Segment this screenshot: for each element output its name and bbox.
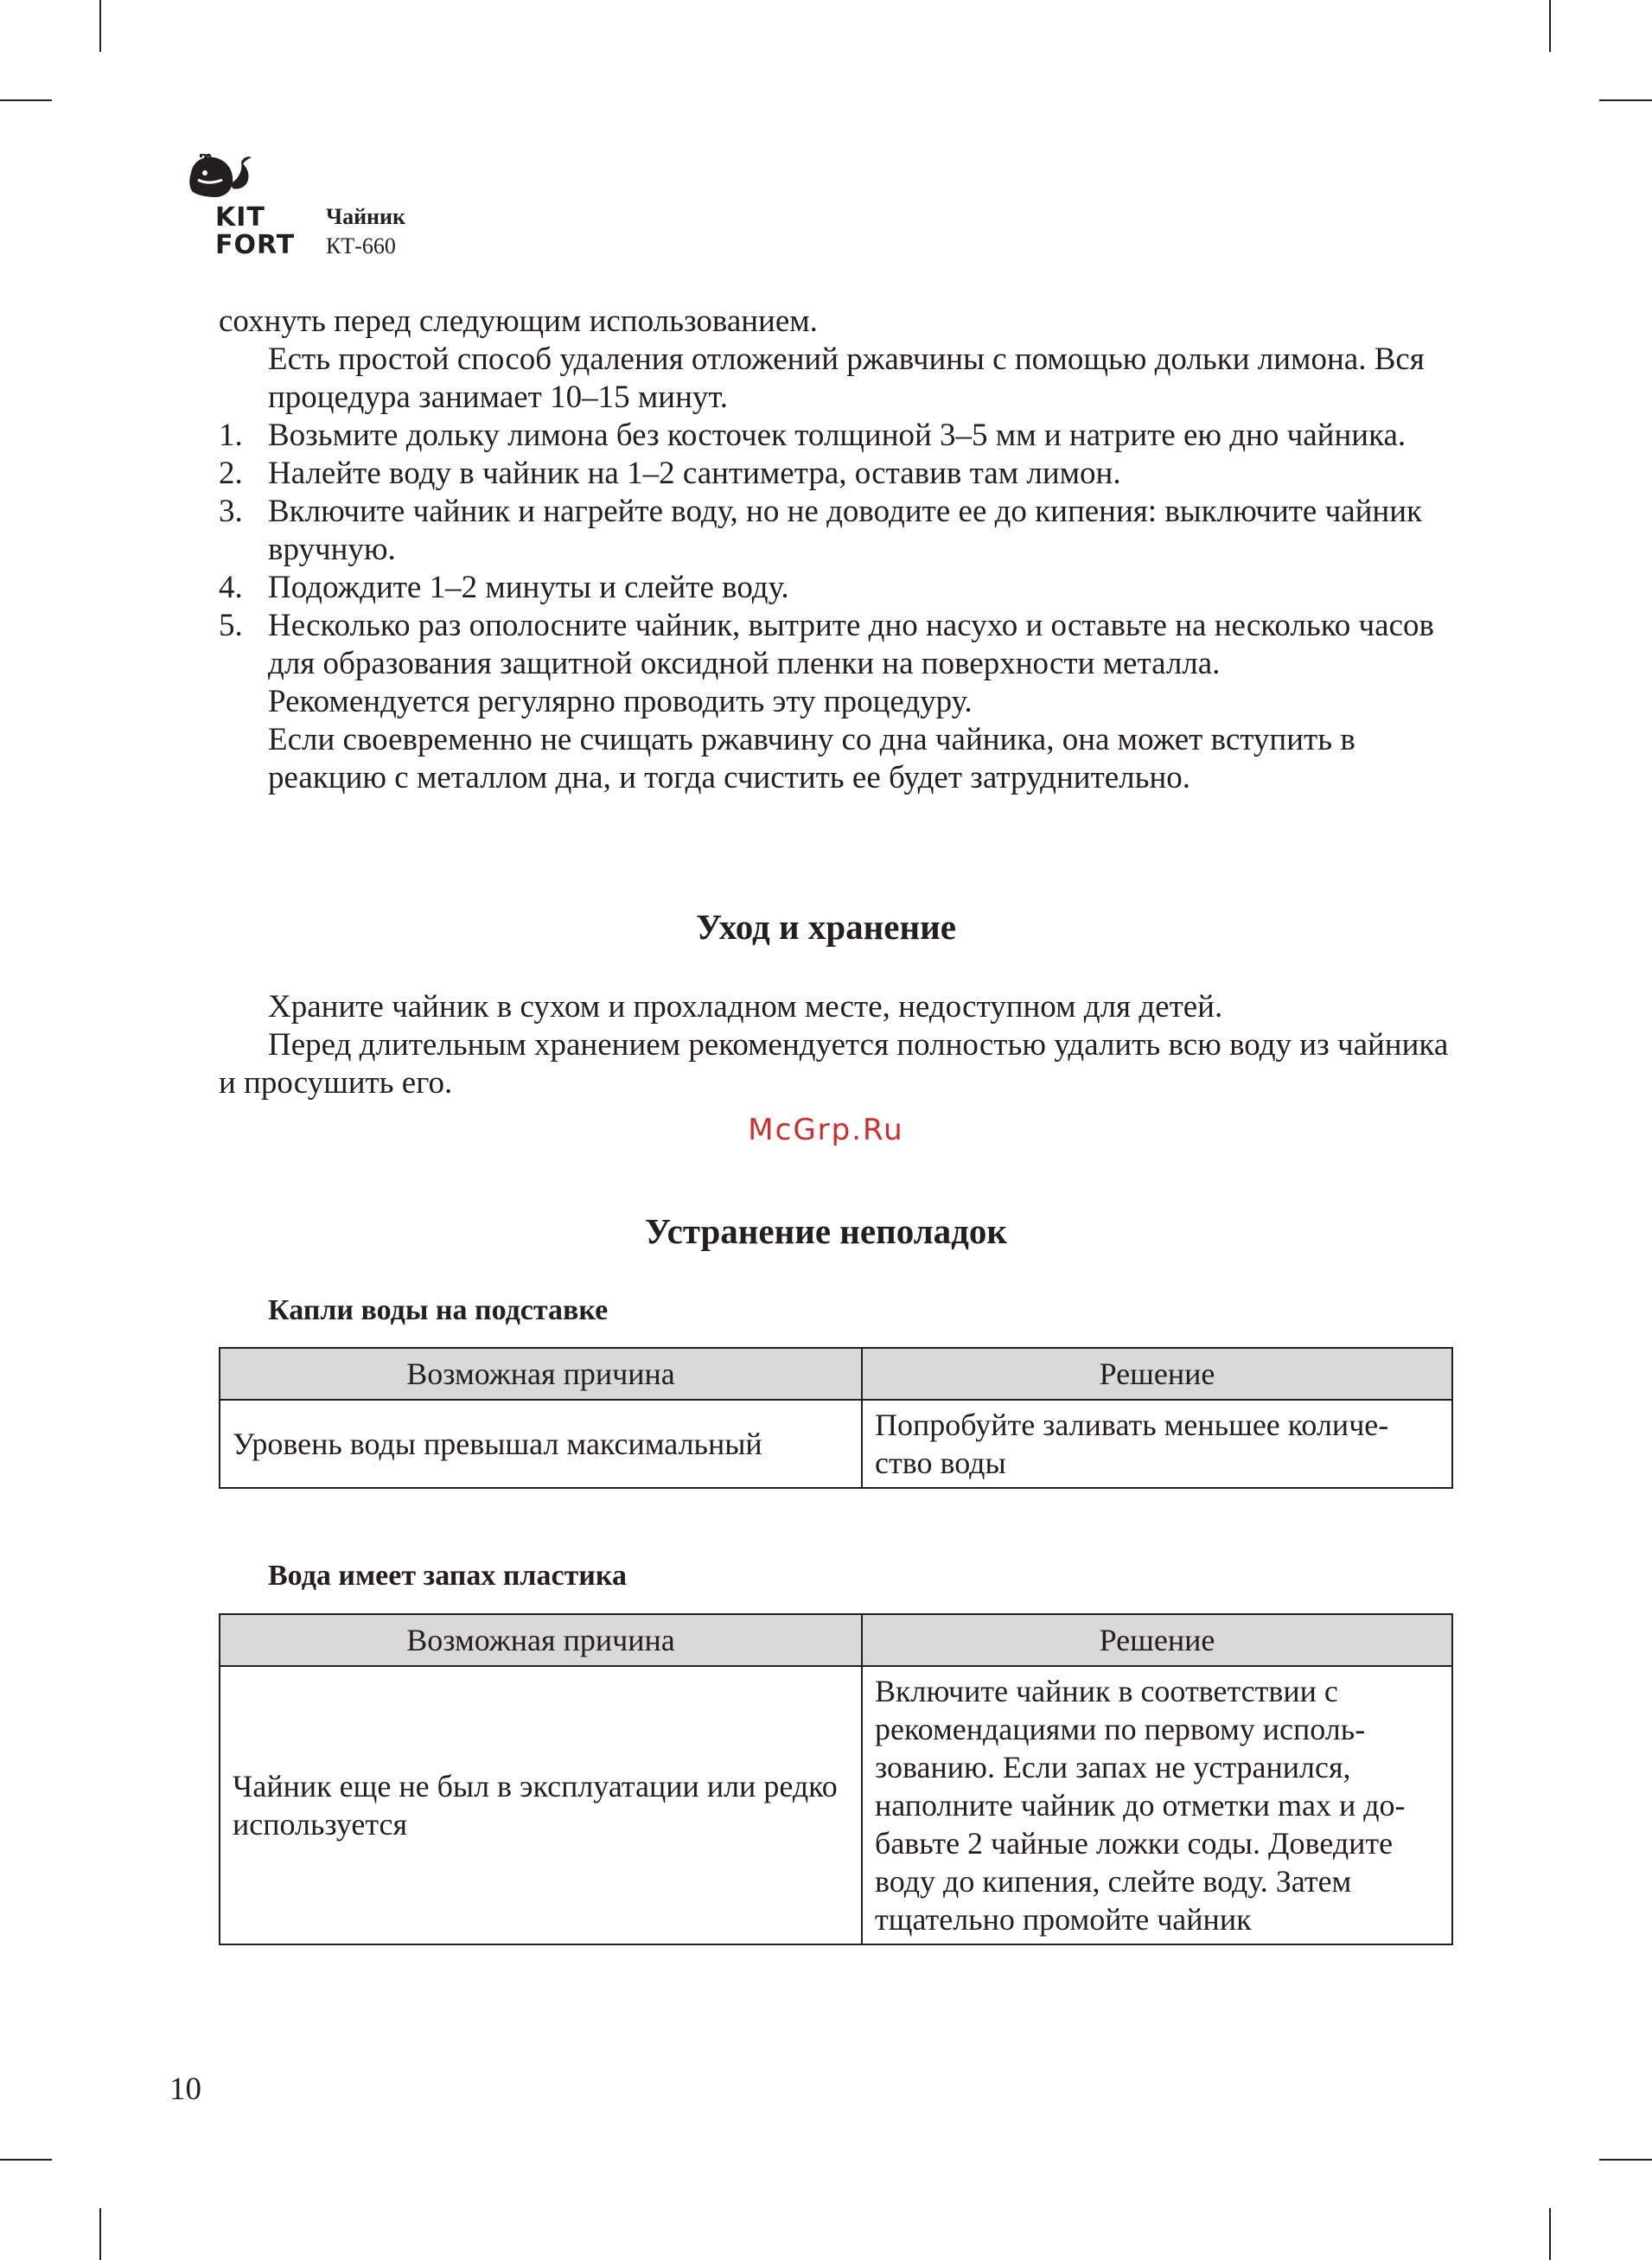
crop-mark (1549, 0, 1551, 52)
troubleshooting-table (219, 1613, 1453, 1945)
kitfort-logo (186, 154, 296, 260)
table-row (220, 1666, 1452, 1944)
col-header-cause: Возможная причина (220, 1348, 862, 1400)
crop-mark (1599, 2159, 1652, 2161)
page-number: 10 (169, 2072, 201, 2107)
crop-mark (0, 99, 52, 101)
crop-mark (1549, 2208, 1551, 2260)
solution-cell: Включите чайник в соответствии с рекомендациями по первому исполь-зованию. Если запах не устранился, наполните чайник до отметки max и до-бавьте 2 чайные ложки соды. Доведите воду до кипения, слейте воду. Затем тщательно промойте чайник (862, 1666, 1452, 1944)
rust-removal-text (219, 303, 1455, 797)
crop-mark (1599, 99, 1652, 101)
steps-list (219, 417, 1455, 683)
section-title-troubleshooting: Устранение неполадок (644, 1211, 1008, 1251)
crop-mark (0, 2159, 52, 2161)
paragraph: Есть простой способ удаления отложений ржавчины с помощью дольки лимона. Вся процедура занимает 10–15 минут. (268, 342, 1425, 415)
paragraph: сохнуть перед следующим использованием. (219, 303, 818, 339)
col-header-solution: Решение (862, 1614, 1452, 1666)
brand-kit: KIT (215, 202, 265, 233)
watermark: McGrp.Ru (748, 1113, 904, 1147)
paragraph: Перед длительным хранением рекомендуется полностью удалить всю воду из чайника и просушить его. (219, 1027, 1449, 1101)
care-text (219, 988, 1455, 1102)
table-header-row (220, 1348, 1452, 1400)
troubleshooting-table (219, 1347, 1453, 1489)
list-item: 1. Возьмите дольку лимона без косточек толщиной 3–5 мм и натрите ею дно чайника. (219, 418, 1406, 453)
problem-heading: Капли воды на подставке (268, 1294, 609, 1326)
section-title-care: Уход и хранение (696, 907, 956, 947)
crop-mark (99, 0, 101, 52)
solution-cell: Попробуйте заливать меньшее количе-ство воды (862, 1400, 1452, 1488)
col-header-cause: Возможная причина (220, 1614, 862, 1666)
list-item: 5. Несколько раз ополосните чайник, вытрите дно насухо и оставьте на несколько часов для образования защитной оксидной пленки на поверхности металла. (219, 608, 1434, 681)
paragraph: Рекомендуется регулярно проводить эту процедуру. (268, 684, 973, 719)
cause-cell: Чайник еще не был в эксплуатации или редко используется (220, 1666, 862, 1944)
product-model: КТ-660 (326, 233, 396, 259)
paragraph: Храните чайник в сухом и прохладном месте, недоступном для детей. (268, 989, 1223, 1025)
paragraph: Если своевременно не счищать ржавчину со дна чайника, она может вступить в реакцию с металлом дна, и тогда счистить ее будет затруднительно. (268, 722, 1355, 795)
list-item: 4. Подождите 1–2 минуты и слейте воду. (219, 570, 789, 605)
table-header-row (220, 1614, 1452, 1666)
cause-cell: Уровень воды превышал максимальный (220, 1400, 862, 1488)
list-item: 2. Налейте воду в чайник на 1–2 сантиметра, оставив там лимон. (219, 456, 1121, 491)
crop-mark (99, 2208, 101, 2260)
product-name: Чайник (326, 204, 406, 229)
brand-fort: FORT (215, 230, 296, 260)
whale-icon (186, 154, 255, 206)
list-item: 3. Включите чайник и нагрейте воду, но не доводите ее до кипения: выключите чайник вручную. (219, 494, 1422, 567)
col-header-solution: Решение (862, 1348, 1452, 1400)
table-row (220, 1400, 1452, 1488)
problem-heading: Вода имеет запах пластика (268, 1560, 627, 1592)
